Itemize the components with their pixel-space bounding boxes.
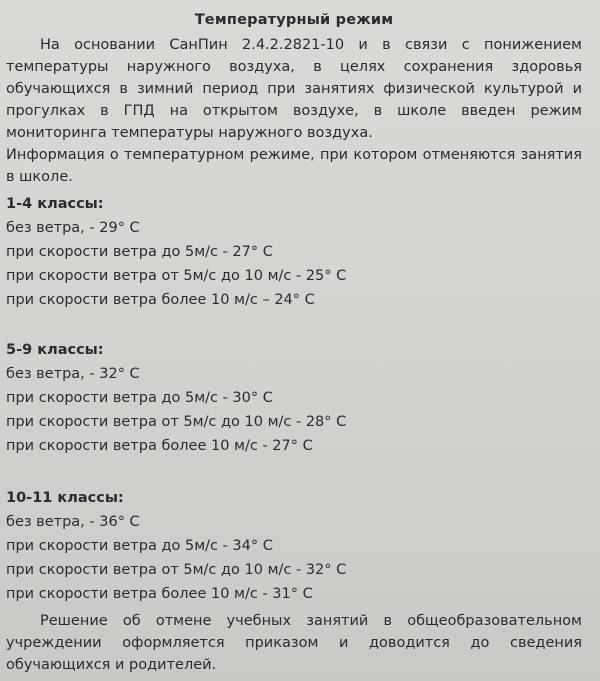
conclusion-paragraph: Решение об отмене учебных занятий в общеобразовательном учреждении оформляется приказом и доводится до сведения обучающихся и родителей. <box>6 613 582 673</box>
group-heading: 1-4 классы: <box>6 196 104 212</box>
temperature-rule: при скорости ветра до 5м/с - 30° С <box>6 390 273 406</box>
temperature-rule: при скорости ветра до 5м/с - 34° С <box>6 538 273 554</box>
temperature-rule: при скорости ветра от 5м/с до 10 м/с - 28° С <box>6 414 347 430</box>
temperature-rule: без ветра, - 29° С <box>6 220 140 236</box>
temperature-rule: без ветра, - 36° С <box>6 514 140 530</box>
temperature-rule: при скорости ветра более 10 м/с – 24° С <box>6 292 315 308</box>
temperature-rule: при скорости ветра от 5м/с до 10 м/с - 32° С <box>6 562 347 578</box>
document-title: Температурный режим <box>194 12 394 28</box>
temperature-rule: без ветра, - 32° С <box>6 366 140 382</box>
group-10-11 <box>6 486 582 606</box>
info-paragraph: Информация о температурном режиме, при котором отменяются занятия в школе. <box>6 147 582 185</box>
temperature-rule: при скорости ветра более 10 м/с - 31° С <box>6 586 313 602</box>
temperature-rule: при скорости ветра от 5м/с до 10 м/с - 25° С <box>6 268 347 284</box>
group-5-9 <box>6 338 582 458</box>
group-heading: 10-11 классы: <box>6 490 124 506</box>
section-spacer <box>6 458 582 482</box>
group-1-4 <box>6 192 582 312</box>
temperature-rule: при скорости ветра более 10 м/с - 27° С <box>6 438 313 454</box>
section-spacer <box>6 312 582 334</box>
intro-paragraph: На основании СанПин 2.4.2.2821-10 и в связи с понижением температуры наружного воздуха, в целях сохранения здоровья обучающихся в зимний период при занятиях физической культурой и прогулках в ГПД на открытом воздухе, в школе введен режим мониторинга температуры наружного воздуха. <box>6 37 582 141</box>
group-heading: 5-9 классы: <box>6 342 104 358</box>
temperature-rule: при скорости ветра до 5м/с - 27° С <box>6 244 273 260</box>
